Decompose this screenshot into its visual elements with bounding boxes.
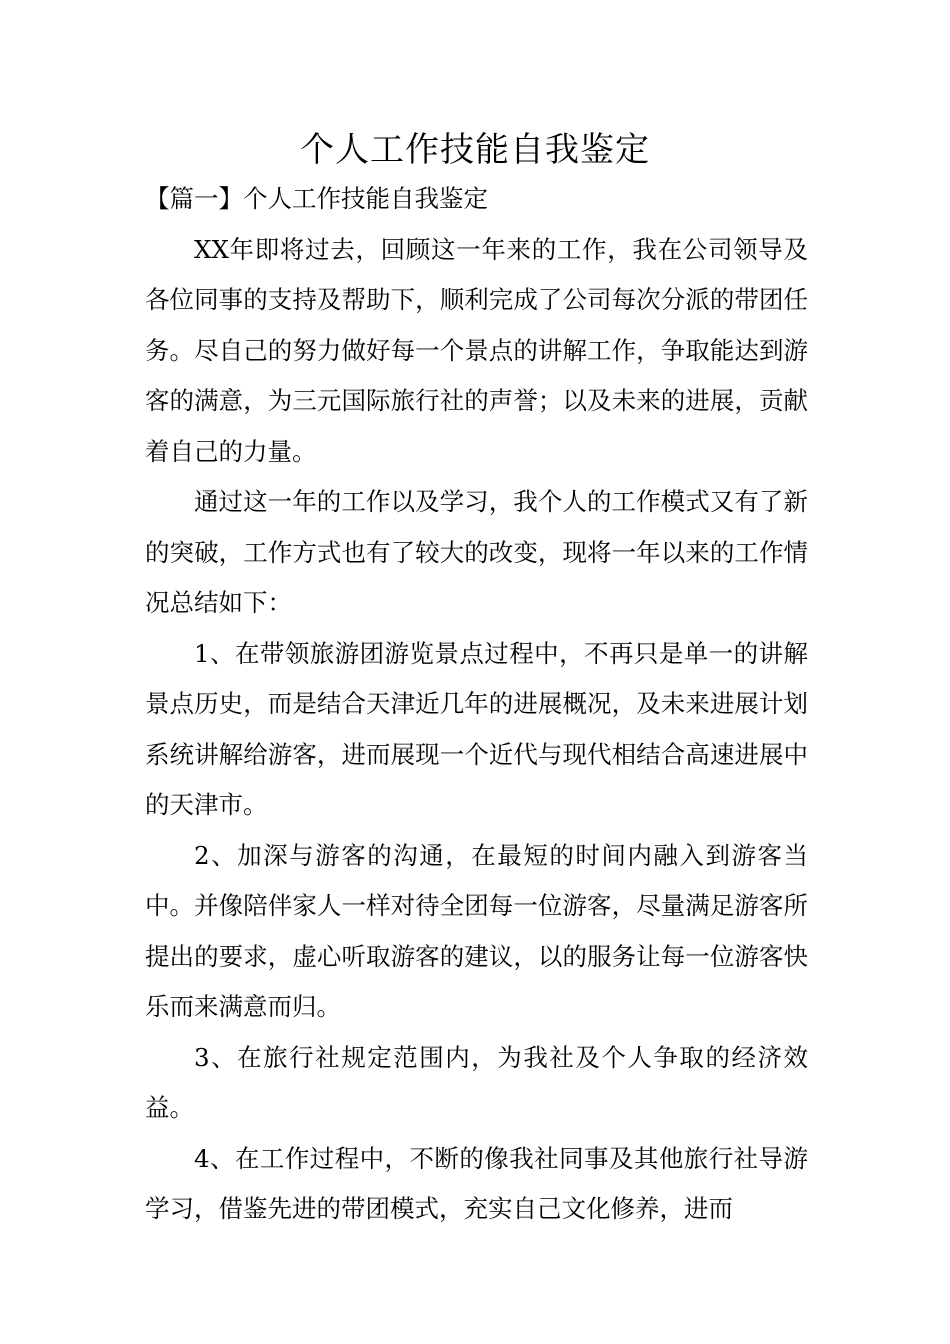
paragraph-summary-lead: 通过这一年的工作以及学习，我个人的工作模式又有了新的突破，工作方式也有了较大的改变，现将一年以来的工作情况总结如下：: [145, 487, 808, 617]
paragraph-item-1: 1、在带领旅游团游览景点过程中，不再只是单一的讲解景点历史，而是结合天津近几年的进展概况，及未来进展计划系统讲解给游客，进而展现一个近代与现代相结合高速进展中的天津市。: [145, 638, 808, 819]
paragraph-item-2: 2、加深与游客的沟通，在最短的时间内融入到游客当中。并像陪伴家人一样对待全团每一位游客，尽量满足游客所提出的要求，虚心听取游客的建议，以的服务让每一位游客快乐而来满意而归。: [145, 840, 808, 1021]
document-title: 个人工作技能自我鉴定: [300, 130, 650, 170]
document-body: [145, 174, 808, 1235]
paragraph-item-3: 3、在旅行社规定范围内，为我社及个人争取的经济效益。: [145, 1042, 808, 1122]
paragraph-item-4: 4、在工作过程中，不断的像我社同事及其他旅行社导游学习，借鉴先进的带团模式，充实自己文化修养，进而: [145, 1143, 808, 1223]
paragraph-intro: XX年即将过去，回顾这一年来的工作，我在公司领导及各位同事的支持及帮助下，顺利完成了公司每次分派的带团任务。尽自己的努力做好每一个景点的讲解工作，争取能达到游客的满意，为三元国际旅行社的声誉；以及未来的进展，贡献着自己的力量。: [145, 234, 808, 466]
section-heading: 【篇一】个人工作技能自我鉴定: [145, 184, 488, 213]
